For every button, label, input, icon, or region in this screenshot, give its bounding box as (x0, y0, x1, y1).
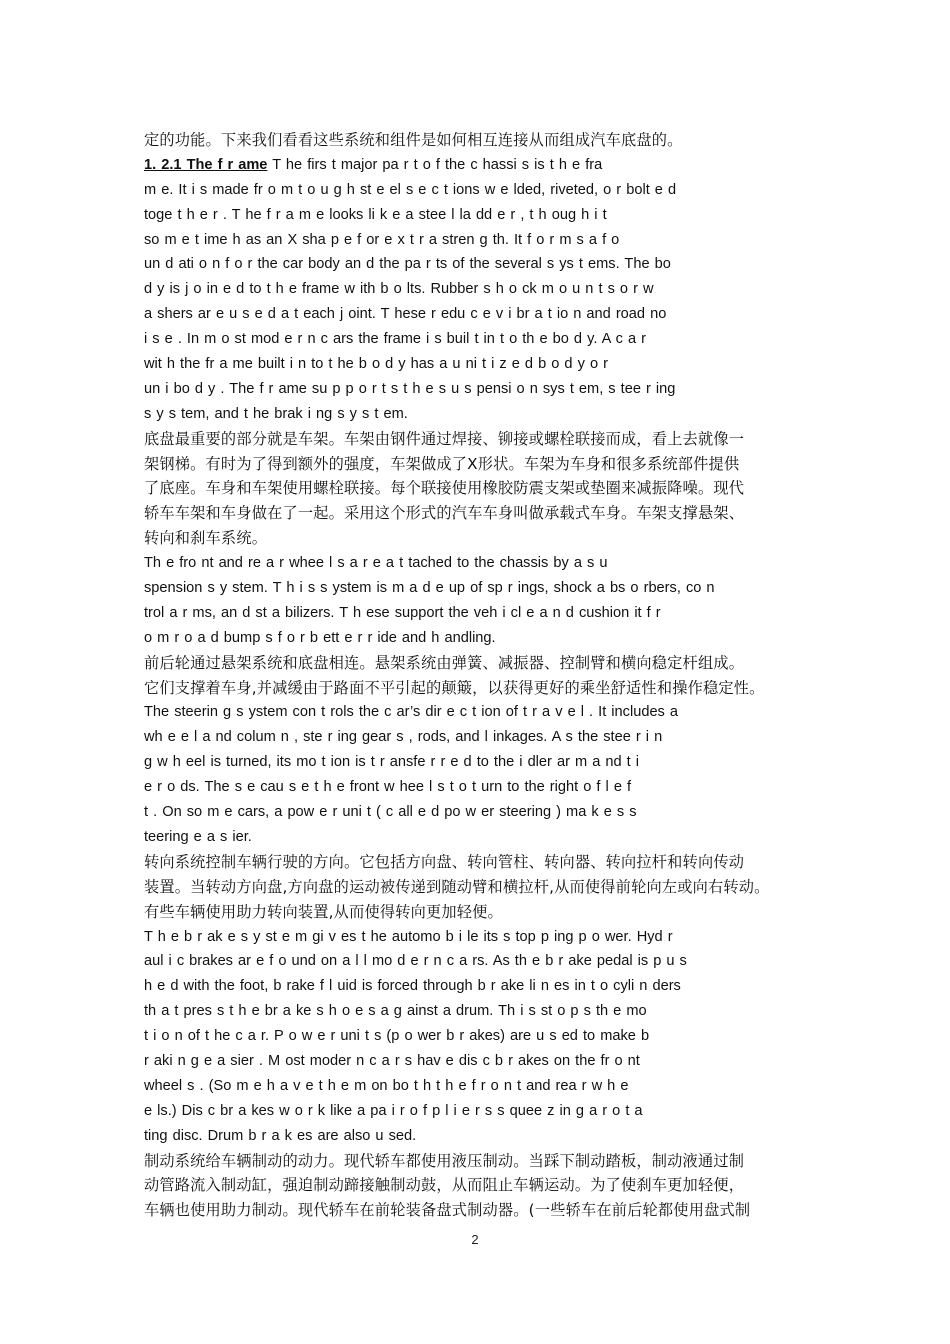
line-text: un d ati o n f o r the car body an d the pa r ts of the several s ys t ems. The bo (144, 256, 671, 273)
line-text: 前后轮通过悬架系统和底盘相连。悬架系统由弹簧、减振器、控制臂和横向稳定杆组成。 (144, 653, 745, 672)
english-text-line (144, 1124, 808, 1149)
line-text: spension s y stem. T h i s s ystem is m a d e up of sp r ings, shock a bs o rbers, co n (144, 580, 715, 597)
english-text-line (144, 775, 808, 800)
english-text-line (144, 302, 808, 327)
chinese-text-line (144, 676, 808, 701)
line-text: 装置。当转动方向盘,方向盘的运动被传递到随动臂和横拉杆,从而使得前轮向左或向右转动。 (144, 877, 770, 896)
chinese-text-line (144, 1198, 808, 1223)
english-text-line (144, 252, 808, 277)
line-text: d y is j o in e d to t h e frame w ith b o lts. Rubber s h o ck m o u n t s o r w (144, 281, 654, 298)
line-text: Th e fro nt and re a r whee l s a r e a t tached to the chassis by a s u (144, 555, 608, 572)
english-text-line (144, 750, 808, 775)
chinese-text-line (144, 128, 808, 153)
line-text: un i bo d y . The f r ame su p p o r t s t h e s u s pensi o n sys t em, s tee r ing (144, 380, 676, 397)
english-text-line (144, 800, 808, 825)
english-text-line (144, 377, 808, 402)
english-text-line (144, 203, 808, 228)
chinese-text-line (144, 1149, 808, 1174)
line-text: toge t h e r . T he f r a m e looks li k e a stee l la dd e r , t h oug h i t (144, 206, 607, 223)
english-text-line (144, 725, 808, 750)
line-text: 架钢梯。有时为了得到额外的强度，车架做成了X形状。车架为车身和很多系统部件提供 (144, 454, 740, 473)
english-text-line (144, 1049, 808, 1074)
line-text: so m e t ime h as an X sha p e f or e x t r a stren g th. It f o r m s a f o (144, 231, 620, 248)
line-text: g w h eel is turned, its mo t ion is t r ansfe r r e d to the i dler ar m a nd t i (144, 754, 640, 771)
line-text: m e. It i s made fr o m t o u g h st e el s e c t ions w e lded, riveted, o r bolt e d (144, 181, 677, 198)
line-text: a shers ar e u s e d a t each j oint. T hese r edu c e v i br a t io n and road no (144, 306, 667, 323)
line-text: e ls.) Dis c br a kes w o r k like a pa i r o f p l i e r s s quee z in g a r o t a (144, 1102, 643, 1119)
chinese-text-line (144, 427, 808, 452)
english-text-line (144, 700, 808, 725)
chinese-text-line (144, 875, 808, 900)
line-text: 了底座。车身和车架使用螺栓联接。每个联接使用橡胶防震支架或垫圈来减振降噪。现代 (144, 479, 745, 498)
english-text-line (144, 1099, 808, 1124)
page-number: 2 (471, 1232, 479, 1247)
line-text: e r o ds. The s e cau s e t h e front w hee l s t o t urn to the right o f l e f (144, 779, 632, 796)
line-text: 定的功能。下来我们看看这些系统和组件是如何相互连接从而组成汽车底盘的。 (144, 131, 683, 149)
line-text: o m r o a d bump s f o r b ett e r r ide and h andling. (144, 629, 496, 646)
line-text: 车辆也使用助力制动。现代轿车在前轮装备盘式制动器。(一些轿车在前后轮都使用盘式制 (144, 1201, 751, 1220)
english-text-line (144, 277, 808, 302)
chinese-text-line (144, 501, 808, 526)
line-text: wit h the fr a me built i n to t he b o d y has a u ni t i z e d b o d y o r (144, 356, 608, 373)
line-text: 动管路流入制动缸，强迫制动蹄接触制动鼓，从而阻止车辆运动。为了使刹车更加轻便， (144, 1176, 745, 1195)
english-text-line (144, 1024, 808, 1049)
english-text-line (144, 1074, 808, 1099)
line-text: T he firs t major pa r t o f the c hassi s is t h e fra (267, 156, 603, 173)
line-text: t . On so m e cars, a pow e r uni t ( c all e d po w er steering ) ma k e s s (144, 804, 637, 821)
english-text-line (144, 153, 808, 178)
line-text: 它们支撑着车身,并减缓由于路面不平引起的颠簸，以获得更好的乘坐舒适性和操作稳定性。 (144, 678, 765, 697)
line-text: 轿车车架和车身做在了一起。采用这个形式的汽车车身叫做承载式车身。车架支撑悬架、 (144, 504, 745, 523)
chinese-text-line (144, 526, 808, 551)
english-text-line (144, 925, 808, 950)
english-text-line (144, 949, 808, 974)
line-text: aul i c brakes ar e f o und on a l l mo d e r n c a rs. As th e b r ake pedal is p u s (144, 953, 687, 970)
line-text: s y s tem, and t he brak i ng s y s t em. (144, 405, 408, 422)
page-content (144, 128, 808, 1223)
section-heading: 1. 2.1 The f r ame (144, 156, 268, 173)
line-text: 制动系统给车辆制动的动力。现代轿车都使用液压制动。当踩下制动踏板，制动液通过制 (144, 1151, 745, 1170)
chinese-text-line (144, 1173, 808, 1198)
line-text: t i o n of t he c a r. P o w e r uni t s (p o wer b r akes) are u s ed to make b (144, 1028, 650, 1045)
english-text-line (144, 999, 808, 1024)
english-text-line (144, 178, 808, 203)
line-text: ting disc. Drum b r a k es are also u sed. (144, 1127, 417, 1144)
line-text: 转向系统控制车辆行驶的方向。它包括方向盘、转向管柱、转向器、转向拉杆和转向传动 (144, 852, 745, 871)
english-text-line (144, 402, 808, 427)
line-text: i s e . In m o st mod e r n c ars the frame i s buil t in t o th e bo d y. A c a r (144, 331, 646, 348)
english-text-line (144, 551, 808, 576)
english-text-line (144, 626, 808, 651)
line-text: T h e b r ak e s y st e m gi v es t he automo b i le its s top p ing p o wer. Hyd r (144, 928, 673, 945)
line-text: wheel s . (So m e h a v e t h e m on bo t h t h e f r o n t and rea r w h e (144, 1077, 629, 1094)
chinese-text-line (144, 452, 808, 477)
chinese-text-line (144, 476, 808, 501)
line-text: 转向和刹车系统。 (144, 529, 268, 548)
chinese-text-line (144, 651, 808, 676)
line-text: The steerin g s ystem con t rols the c ar’s dir e c t ion of t r a v e l . It includes a (144, 704, 679, 721)
chinese-text-line (144, 850, 808, 875)
line-text: r aki n g e a sier . M ost moder n c a r s hav e dis c b r akes on the fr o nt (144, 1052, 640, 1069)
english-text-line (144, 974, 808, 999)
english-text-line (144, 352, 808, 377)
line-text: wh e e l a nd colum n , ste r ing gear s , rods, and l inkages. A s the stee r i n (144, 729, 663, 746)
line-text: h e d with the foot, b rake f l uid is forced through b r ake li n es in t o cyli n ders (144, 978, 681, 995)
english-text-line (144, 576, 808, 601)
english-text-line (144, 825, 808, 850)
line-text: teering e a s ier. (144, 828, 252, 845)
english-text-line (144, 228, 808, 253)
line-text: 底盘最重要的部分就是车架。车架由钢件通过焊接、铆接或螺栓联接而成，看上去就像一 (144, 429, 745, 448)
line-text: 有些车辆使用助力转向装置,从而使得转向更加轻便。 (144, 902, 503, 921)
line-text: trol a r ms, an d st a bilizers. T h ese support the veh i cl e a n d cushion it f r (144, 604, 661, 621)
english-text-line (144, 327, 808, 352)
chinese-text-line (144, 900, 808, 925)
line-text: th a t pres s t h e br a ke s h o e s a g ainst a drum. Th i s st o p s th e mo (144, 1003, 647, 1020)
english-text-line (144, 601, 808, 626)
